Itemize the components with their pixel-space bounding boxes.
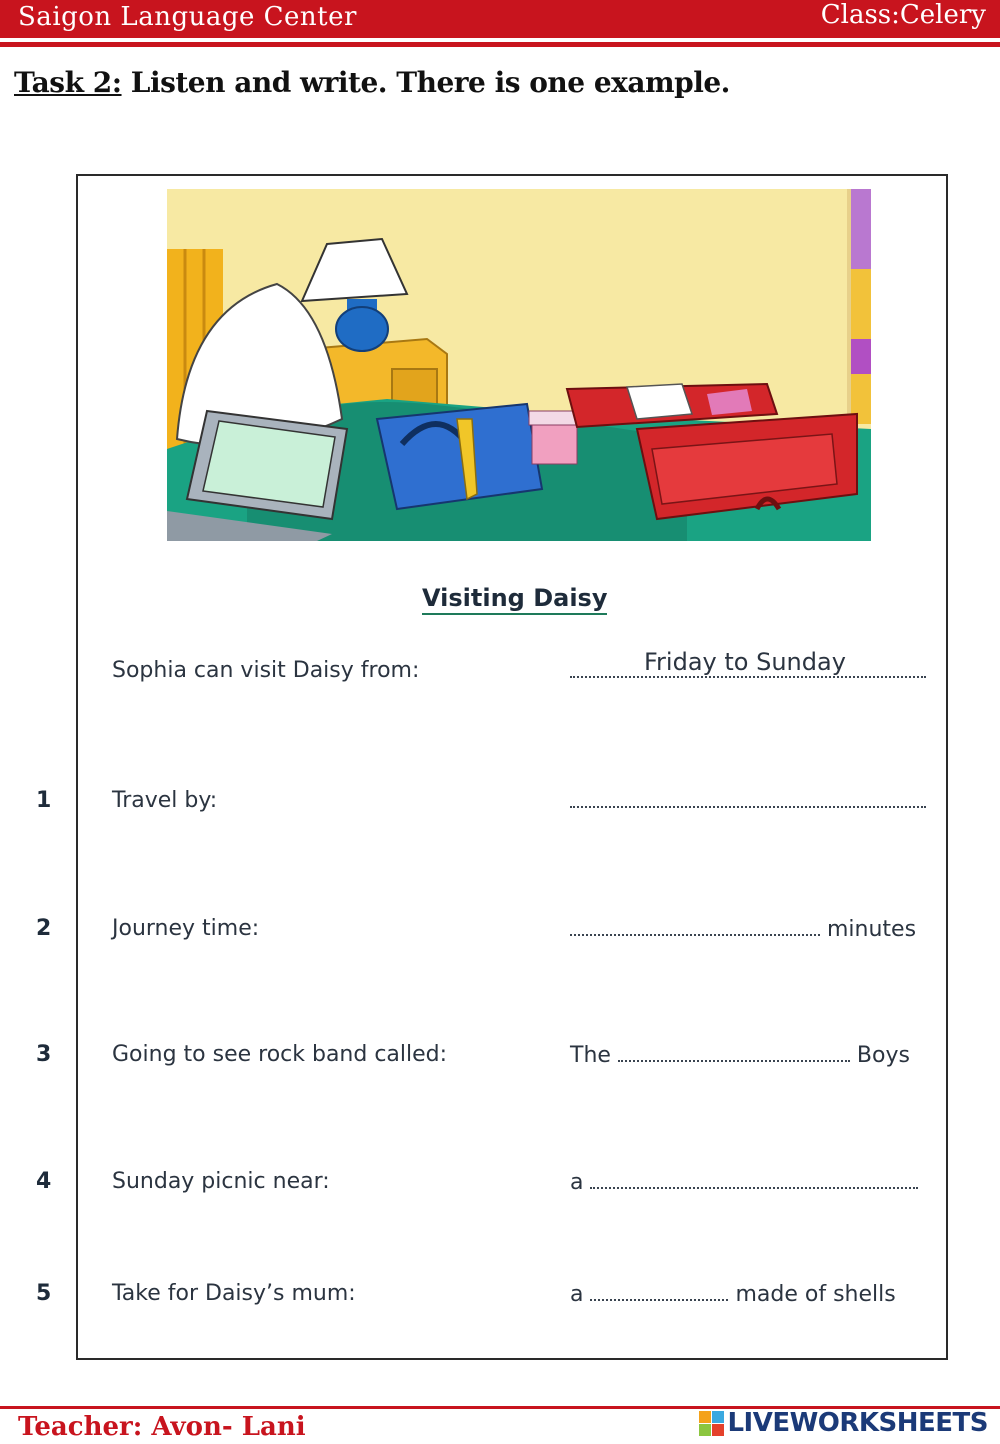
answer-prefix: a [570, 1282, 584, 1307]
answer-blank[interactable] [570, 1281, 926, 1307]
liveworksheets-icon [699, 1411, 724, 1436]
brand-text: LIVEWORKSHEETS [727, 1408, 988, 1438]
answer-suffix: Boys [856, 1043, 910, 1068]
question-label: Sunday picnic near: [112, 1169, 330, 1194]
answer-suffix: minutes [827, 917, 917, 942]
question-number: 1 [36, 788, 52, 813]
story-title: Visiting Daisy [422, 584, 607, 615]
question-number: 4 [36, 1169, 52, 1194]
question-label: Going to see rock band called: [112, 1042, 448, 1067]
question-row-2 [0, 912, 1000, 952]
teacher-name: Teacher: Avon- Lani [18, 1412, 306, 1442]
question-row-4 [0, 1165, 1000, 1205]
question-number: 3 [36, 1042, 52, 1067]
answer-blank[interactable] [570, 916, 926, 942]
answer-blank[interactable] [570, 788, 926, 814]
school-name: Saigon Language Center [18, 2, 357, 32]
task-number: Task 2: [14, 66, 122, 99]
answer-blank[interactable] [570, 1042, 926, 1068]
answer-suffix: made of shells [735, 1282, 896, 1307]
header-bar [0, 0, 1000, 38]
question-number: 5 [36, 1281, 52, 1306]
task-instruction: Listen and write. There is one example. [121, 66, 730, 99]
answer-blank[interactable] [570, 1169, 926, 1195]
question-label: Sophia can visit Daisy from: [112, 658, 420, 683]
question-row-1 [0, 784, 1000, 824]
question-row-3 [0, 1038, 1000, 1078]
question-number: 2 [36, 916, 52, 941]
class-label: Class:Celery [820, 0, 986, 30]
header-divider [0, 42, 1000, 47]
bedroom-illustration [167, 189, 871, 541]
task-heading [14, 66, 730, 99]
question-row-5 [0, 1277, 1000, 1317]
answer-prefix: a [570, 1170, 584, 1195]
question-label: Travel by: [112, 788, 218, 813]
liveworksheets-logo [699, 1408, 988, 1438]
answer-field [570, 648, 926, 684]
answer-prefix: The [570, 1043, 611, 1068]
example-answer: Friday to Sunday [644, 648, 846, 676]
question-label: Take for Daisy’s mum: [112, 1281, 356, 1306]
example-row [0, 648, 1000, 694]
question-label: Journey time: [112, 916, 260, 941]
